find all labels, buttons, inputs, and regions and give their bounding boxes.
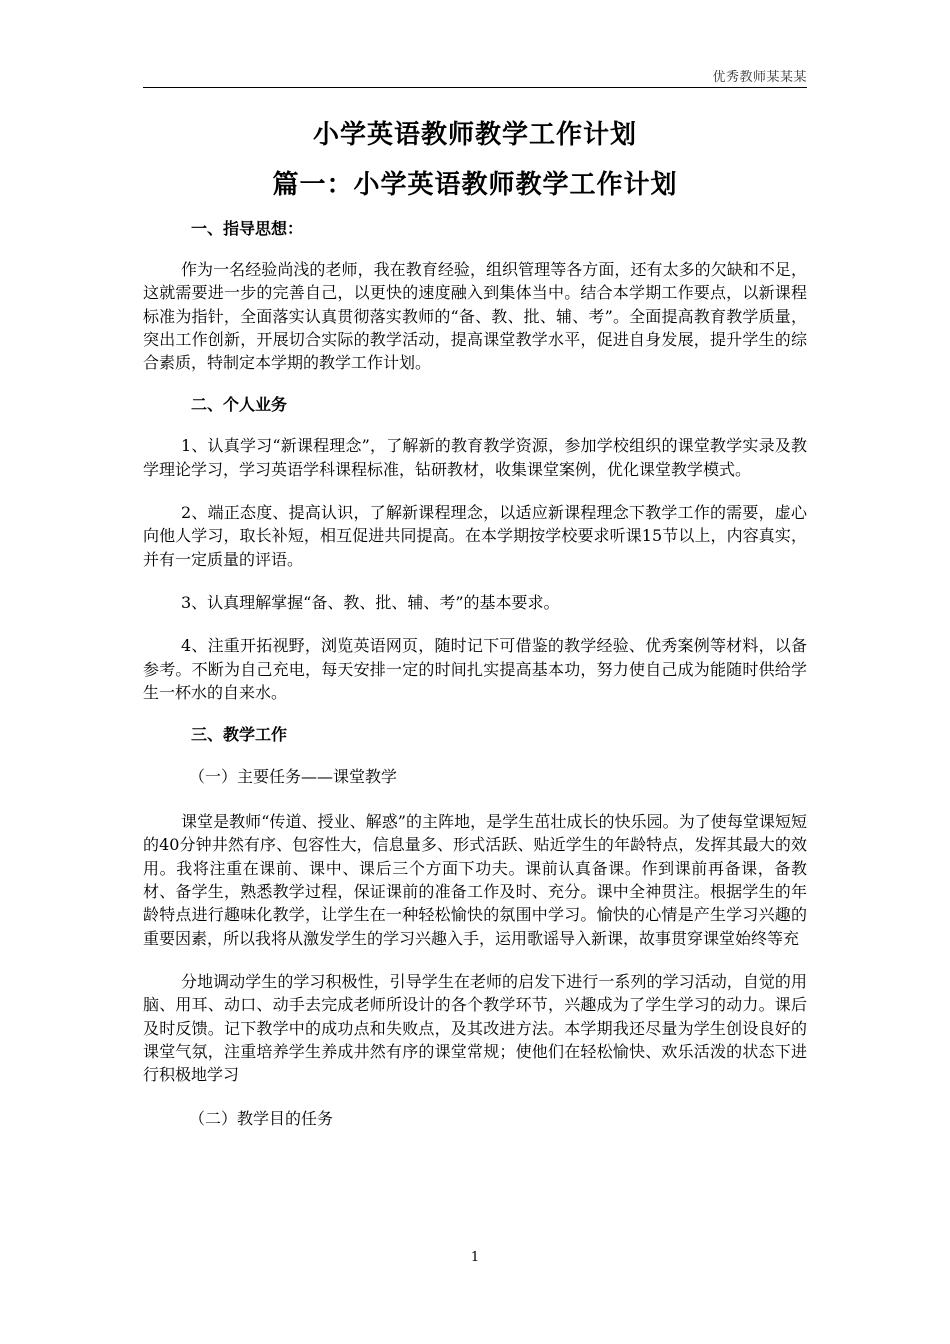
paragraph: 4、注重开拓视野，浏览英语网页，随时记下可借鉴的教学经验、优秀案例等材料，以备参考。不断为自己充电，每天安排一定的时间扎实提高基本功，努力使自己成为能随时供给学生一杯水的自来水。 [143,636,807,702]
subsection-heading-teaching-goals: （二）教学目的任务 [189,1109,334,1129]
spacer [143,790,807,810]
section-heading-teaching-work: 三、教学工作 [191,725,288,745]
section-heading-personal-work: 二、个人业务 [191,395,288,415]
spacer [143,418,807,434]
document-subtitle: 篇一：小学英语教师教学工作计划 [272,170,678,200]
paragraph: 分地调动学生的学习积极性，引导学生在老师的启发下进行一系列的学习活动，自觉的用脑、用耳、动口、动手去完成老师所设计的各个教学环节，兴趣成为了学生学习的动力。课后及时反馈。记下教学中的成功点和失败点，及其改进方法。本学期我还尽量为学生创设良好的课堂气氛，注重培养学生养成井然有序的课堂常规；使他们在轻松愉快、欢乐活泼的状态下进行积极地学习 [143,971,807,1085]
paragraph: 2、端正态度、提高认识，了解新课程理念，以适应新课程理念下教学工作的需要，虚心向他人学习，取长补短，相互促进共同提高。在本学期按学校要求听课15节以上，内容真实，并有一定质量的评语。 [143,503,807,569]
spacer [143,950,807,970]
subsection-heading-main-task: （一）主要任务——课堂教学 [189,767,398,787]
paragraph: 作为一名经验尚浅的老师，我在教育经验，组织管理等各方面，还有太多的欠缺和不足，这就需要进一步的完善自己，以更快的速度融入到集体当中。结合本学期工作要点，以新课程标准为指针，全面落实认真贯彻落实教师的“备、教、批、辅、考”。全面提高教育教学质量，突出工作创新，开展切合实际的教学活动，提高课堂教学水平，促进自身发展，提升学生的综合素质，特制定本学期的教学工作计划。 [143,260,807,373]
spacer [143,374,807,392]
header-divider [143,87,807,88]
spacer [143,571,807,591]
paragraph: 课堂是教师“传道、授业、解惑”的主阵地，是学生茁壮成长的快乐园。为了使每堂课短短的40分钟井然有序、包容性大，信息量多、形式活跃、贴近学生的年龄特点，发挥其最大的效用。我将注重在课前、课中、课后三个方面下功夫。课前认真备课。作到课前再备课，备教材、备学生，熟悉教学过程，保证课前的准备工作及时、充分。课中全神贯注。根据学生的年龄特点进行趣味化教学，让学生在一种轻松愉快的氛围中学习。愉快的心情是产生学习兴趣的重要因素，所以我将从激发学生的学习兴趣入手，运用歌谣导入新课，故事贯穿课堂始终等充 [143,812,807,948]
paragraph: 3、认真理解掌握“备、教、批、辅、考”的基本要求。 [181,592,560,612]
spacer [143,242,807,258]
header-author: 优秀教师某某某 [712,70,807,85]
spacer [143,748,807,764]
spacer [143,704,807,722]
spacer [143,1086,807,1106]
document-body [143,110,807,1132]
page-number: 1 [470,1250,480,1265]
document-title: 小学英语教师教学工作计划 [312,120,637,150]
spacer [143,614,807,634]
spacer [143,481,807,501]
section-heading-guiding-ideas: 一、指导思想： [191,219,304,238]
paragraph: 1、认真学习“新课程理念”，了解新的教育教学资源，参加学校组织的课堂教学实录及教学理论学习，学习英语学科课程标准，钻研教材，收集课堂案例，优化课堂教学模式。 [143,436,807,479]
